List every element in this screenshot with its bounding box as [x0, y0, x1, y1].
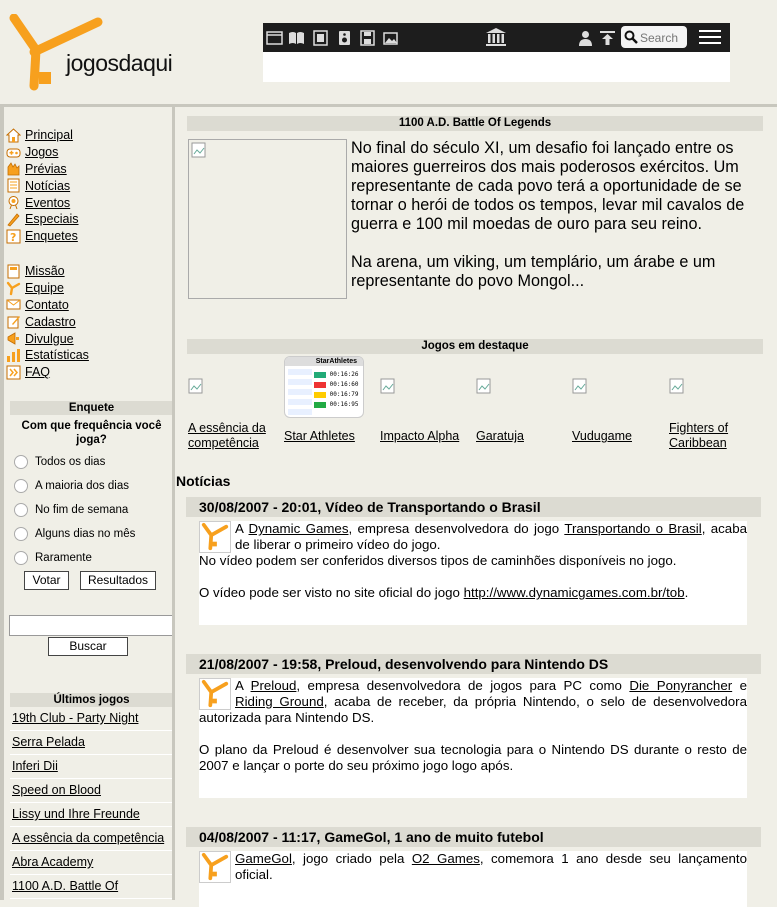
broken-image-icon: [380, 378, 396, 394]
latest-game-link[interactable]: Abra Academy: [12, 855, 94, 869]
news-text: e: [732, 678, 747, 693]
poll-box: [10, 401, 173, 570]
poll-option-label: No fim de semana: [35, 504, 129, 516]
news-item: [186, 827, 761, 907]
broken-image-icon: [476, 378, 492, 394]
news-title[interactable]: 30/08/2007 - 20:01, Vídeo de Transportando o Brasil: [186, 497, 761, 517]
latest-game-link[interactable]: Lissy und Ihre Freunde: [12, 807, 140, 821]
poll-option-label: Alguns dias no mês: [35, 528, 136, 540]
news-text: , acaba de liberar o primeiro vídeo do jogo.: [235, 521, 747, 552]
thumb-time: 00:16:60: [329, 381, 359, 388]
nav-jogos-link[interactable]: Jogos: [25, 145, 59, 160]
radio-button[interactable]: [14, 503, 28, 517]
nav-cadastro[interactable]: [6, 313, 174, 330]
nav-faq[interactable]: [6, 364, 174, 381]
latest-game-link[interactable]: Serra Pelada: [12, 735, 85, 749]
nav-equipe[interactable]: [6, 280, 174, 297]
search-field[interactable]: [621, 26, 687, 48]
news-text: , empresa desenvolvedora do jogo: [348, 521, 565, 536]
sidebar: [0, 107, 174, 900]
featured-paragraph: Na arena, um viking, um templário, um árabe e um representante do povo Mongol...: [351, 253, 716, 290]
nav-previas[interactable]: [6, 161, 174, 178]
film-icon[interactable]: [312, 30, 329, 46]
list-item[interactable]: [10, 755, 173, 779]
news-text: , jogo criado pela: [291, 851, 412, 866]
featured-image[interactable]: [188, 139, 347, 299]
nav-contato-link[interactable]: Contato: [25, 297, 69, 312]
jogosdaqui-logo-icon: [199, 521, 231, 553]
nav-cadastro-link[interactable]: Cadastro: [25, 314, 76, 329]
news-section-title: Notícias: [176, 473, 231, 489]
register-icon: [6, 314, 21, 329]
search-button[interactable]: Buscar: [48, 637, 128, 656]
featured-game[interactable]: [476, 356, 568, 443]
news-icon: [6, 178, 21, 193]
news-url-link[interactable]: http://www.dynamicgames.com.br/tob: [463, 585, 685, 600]
featured-game-link[interactable]: Star Athletes: [284, 429, 355, 443]
latest-game-link[interactable]: 1100 A.D. Battle Of: [12, 879, 119, 893]
latest-game-link[interactable]: Speed on Blood: [12, 783, 101, 797]
faq-icon: [6, 365, 21, 380]
nav-especiais[interactable]: [6, 211, 174, 228]
list-item[interactable]: [10, 707, 173, 731]
latest-game-link[interactable]: 19th Club - Party Night: [12, 711, 139, 725]
person-icon[interactable]: [577, 30, 594, 46]
nav-missao[interactable]: [6, 263, 174, 280]
featured-title[interactable]: 1100 A.D. Battle Of Legends: [187, 116, 763, 131]
news-text: .: [684, 585, 689, 600]
nav-divulgue-link[interactable]: Divulgue: [25, 331, 74, 346]
featured-game[interactable]: [188, 356, 280, 450]
featured-game-link[interactable]: Vudugame: [572, 429, 632, 443]
featured-game[interactable]: [572, 356, 664, 443]
list-item[interactable]: [10, 851, 173, 875]
featured-paragraph: No final do século XI, um desafio foi lançado entre os maiores guerreiros dos mais poderosos exércitos. Um representante de cada povo terá a oportunidade de se tornar o herói de todos os tempos, levar mil cavalos de guerra e 100 mil moedas de ouro para seu reino.: [351, 139, 745, 233]
svg-text:?: ?: [10, 230, 17, 244]
main-nav: [6, 127, 174, 245]
broken-image-icon: [669, 378, 685, 394]
news-text: , empresa desenvolvedora de jogos para PC como: [296, 678, 630, 693]
latest-games-title: Últimos jogos: [10, 693, 173, 707]
news-paragraph: No vídeo podem ser conferidos diversos tipos de caminhões disponíveis no jogo.: [199, 553, 677, 568]
image-icon[interactable]: [382, 30, 399, 46]
news-item: [186, 497, 761, 625]
header: [0, 0, 777, 104]
floppy-icon[interactable]: [359, 30, 376, 46]
nav-noticias-link[interactable]: Notícias: [25, 178, 71, 193]
featured-game[interactable]: [380, 356, 472, 443]
featured-description: [351, 139, 771, 310]
news-title[interactable]: 21/08/2007 - 19:58, Preloud, desenvolvendo para Nintendo DS: [186, 654, 761, 674]
poll-option[interactable]: [10, 546, 173, 570]
latest-games: [10, 693, 173, 899]
stats-icon: [6, 348, 21, 363]
poll-option-label: Todos os dias: [35, 456, 106, 468]
secondary-nav: [6, 263, 174, 381]
nav-equipe-link[interactable]: Equipe: [25, 281, 64, 296]
nav-eventos[interactable]: [6, 194, 174, 211]
nav-principal[interactable]: [6, 127, 174, 144]
news-content: [199, 521, 747, 625]
news-item: [186, 654, 761, 798]
thumb-header: StarAthletes: [285, 357, 363, 366]
news-link[interactable]: Preloud: [250, 678, 297, 693]
nav-faq-link[interactable]: FAQ: [25, 365, 51, 380]
latest-game-link[interactable]: Inferi Dii: [12, 759, 58, 773]
home-icon: [6, 128, 21, 143]
news-text: , comemora 1 ano desde seu lançamento oficial.: [235, 851, 748, 882]
jogosdaqui-logo-icon: [199, 851, 231, 883]
nav-divulgue[interactable]: [6, 330, 174, 347]
news-link[interactable]: Dynamic Games: [248, 521, 349, 536]
list-item[interactable]: [10, 803, 173, 827]
nav-enquetes-link[interactable]: Enquetes: [25, 229, 78, 244]
broken-image-icon: [572, 378, 588, 394]
news-link[interactable]: Riding Ground: [235, 694, 324, 709]
list-item[interactable]: [10, 779, 173, 803]
top-toolbar: [263, 23, 730, 52]
nav-principal-link[interactable]: Principal: [25, 128, 73, 143]
news-text: O vídeo pode ser visto no site oficial do jogo: [199, 585, 464, 600]
list-item[interactable]: [10, 731, 173, 755]
preview-icon: [6, 161, 21, 176]
search-icon: [624, 30, 638, 44]
site-name[interactable]: jogosdaqui: [66, 50, 173, 76]
vote-button[interactable]: Votar: [24, 571, 69, 590]
news-link[interactable]: O2 Games: [411, 851, 480, 866]
latest-game-link[interactable]: A essência da competência: [12, 831, 165, 845]
news-text: , acaba de receber, da própria Nintendo, o selo de desenvolvedora autorizada para Nintendo DS.: [199, 694, 748, 725]
nav-estatisticas[interactable]: [6, 347, 174, 364]
list-item[interactable]: [10, 827, 173, 851]
broken-image-icon: [188, 378, 204, 394]
featured-games-title: Jogos em destaque: [187, 339, 763, 354]
news-link[interactable]: GameGol: [235, 851, 292, 866]
featured-game-link[interactable]: Impacto Alpha: [380, 429, 460, 443]
nav-estatisticas-link[interactable]: Estatísticas: [25, 348, 89, 363]
broken-image-icon: [191, 142, 207, 158]
featured-game[interactable]: [284, 356, 376, 443]
question-icon: [6, 229, 21, 244]
radio-button[interactable]: [14, 455, 28, 469]
jogosdaqui-logo-icon: [199, 678, 231, 710]
news-text: A: [235, 678, 251, 693]
news-title[interactable]: 04/08/2007 - 11:17, GameGol, 1 ano de muito futebol: [186, 827, 761, 847]
nav-contato[interactable]: [6, 297, 174, 314]
news-text: A: [235, 521, 249, 536]
nav-missao-link[interactable]: Missão: [25, 264, 65, 279]
nav-especiais-link[interactable]: Especiais: [25, 212, 79, 227]
window-icon[interactable]: [266, 30, 283, 46]
poll-option-label: A maioria dos dias: [35, 480, 129, 492]
poll-option[interactable]: [10, 474, 173, 498]
featured-game-link[interactable]: Garatuja: [476, 429, 524, 443]
news-link[interactable]: Die Ponyrancher: [629, 678, 733, 693]
news-content: [199, 851, 747, 907]
thumb-time: 00:16:79: [329, 391, 359, 398]
poll-question: Com que frequência você joga?: [21, 420, 162, 446]
banner-area[interactable]: [263, 52, 730, 82]
news-content: [199, 678, 747, 798]
poll-option-label: Raramente: [35, 552, 92, 564]
nav-jogos[interactable]: [6, 144, 174, 161]
news-paragraph: O plano da Preloud é desenvolver sua tecnologia para o Nintendo DS durante o resto de 2007 e lançar o porte do seu próximo jogo logo após.: [199, 742, 747, 773]
poll-title: Enquete: [10, 401, 173, 415]
book-icon[interactable]: [288, 30, 305, 46]
event-icon: [6, 195, 21, 210]
sidebar-search-input[interactable]: [9, 615, 173, 636]
search-placeholder: Search: [640, 31, 679, 45]
sidebar-divider: [172, 107, 175, 900]
nav-previas-link[interactable]: Prévias: [25, 161, 67, 176]
speaker-icon[interactable]: [336, 30, 353, 46]
poll-option[interactable]: [10, 522, 173, 546]
news-link[interactable]: Transportando o Brasil: [564, 521, 702, 536]
team-icon: [6, 281, 21, 296]
museum-icon[interactable]: [485, 27, 507, 47]
nav-eventos-link[interactable]: Eventos: [25, 195, 71, 210]
radio-button[interactable]: [14, 551, 28, 565]
special-icon: [6, 212, 21, 227]
featured-game-link[interactable]: Fighters of Caribbean: [669, 421, 729, 450]
gamepad-icon: [6, 145, 21, 160]
hamburger-menu-icon[interactable]: [699, 29, 721, 45]
featured-game-link[interactable]: A essência da competência: [188, 421, 266, 450]
promote-icon: [6, 331, 21, 346]
featured-game[interactable]: [669, 356, 761, 450]
radio-button[interactable]: [14, 527, 28, 541]
mission-icon: [6, 264, 21, 279]
thumb-time: 00:16:95: [329, 401, 359, 408]
mail-icon: [6, 297, 21, 312]
list-item[interactable]: [10, 875, 173, 899]
poll-option[interactable]: [10, 450, 173, 474]
nav-noticias[interactable]: [6, 177, 174, 194]
results-button[interactable]: Resultados: [80, 571, 156, 590]
radio-button[interactable]: [14, 479, 28, 493]
nav-enquetes[interactable]: [6, 228, 174, 245]
star-athletes-thumbnail[interactable]: [284, 356, 364, 418]
poll-option[interactable]: [10, 498, 173, 522]
thumb-time: 00:16:26: [329, 371, 359, 378]
upload-icon[interactable]: [599, 30, 616, 46]
